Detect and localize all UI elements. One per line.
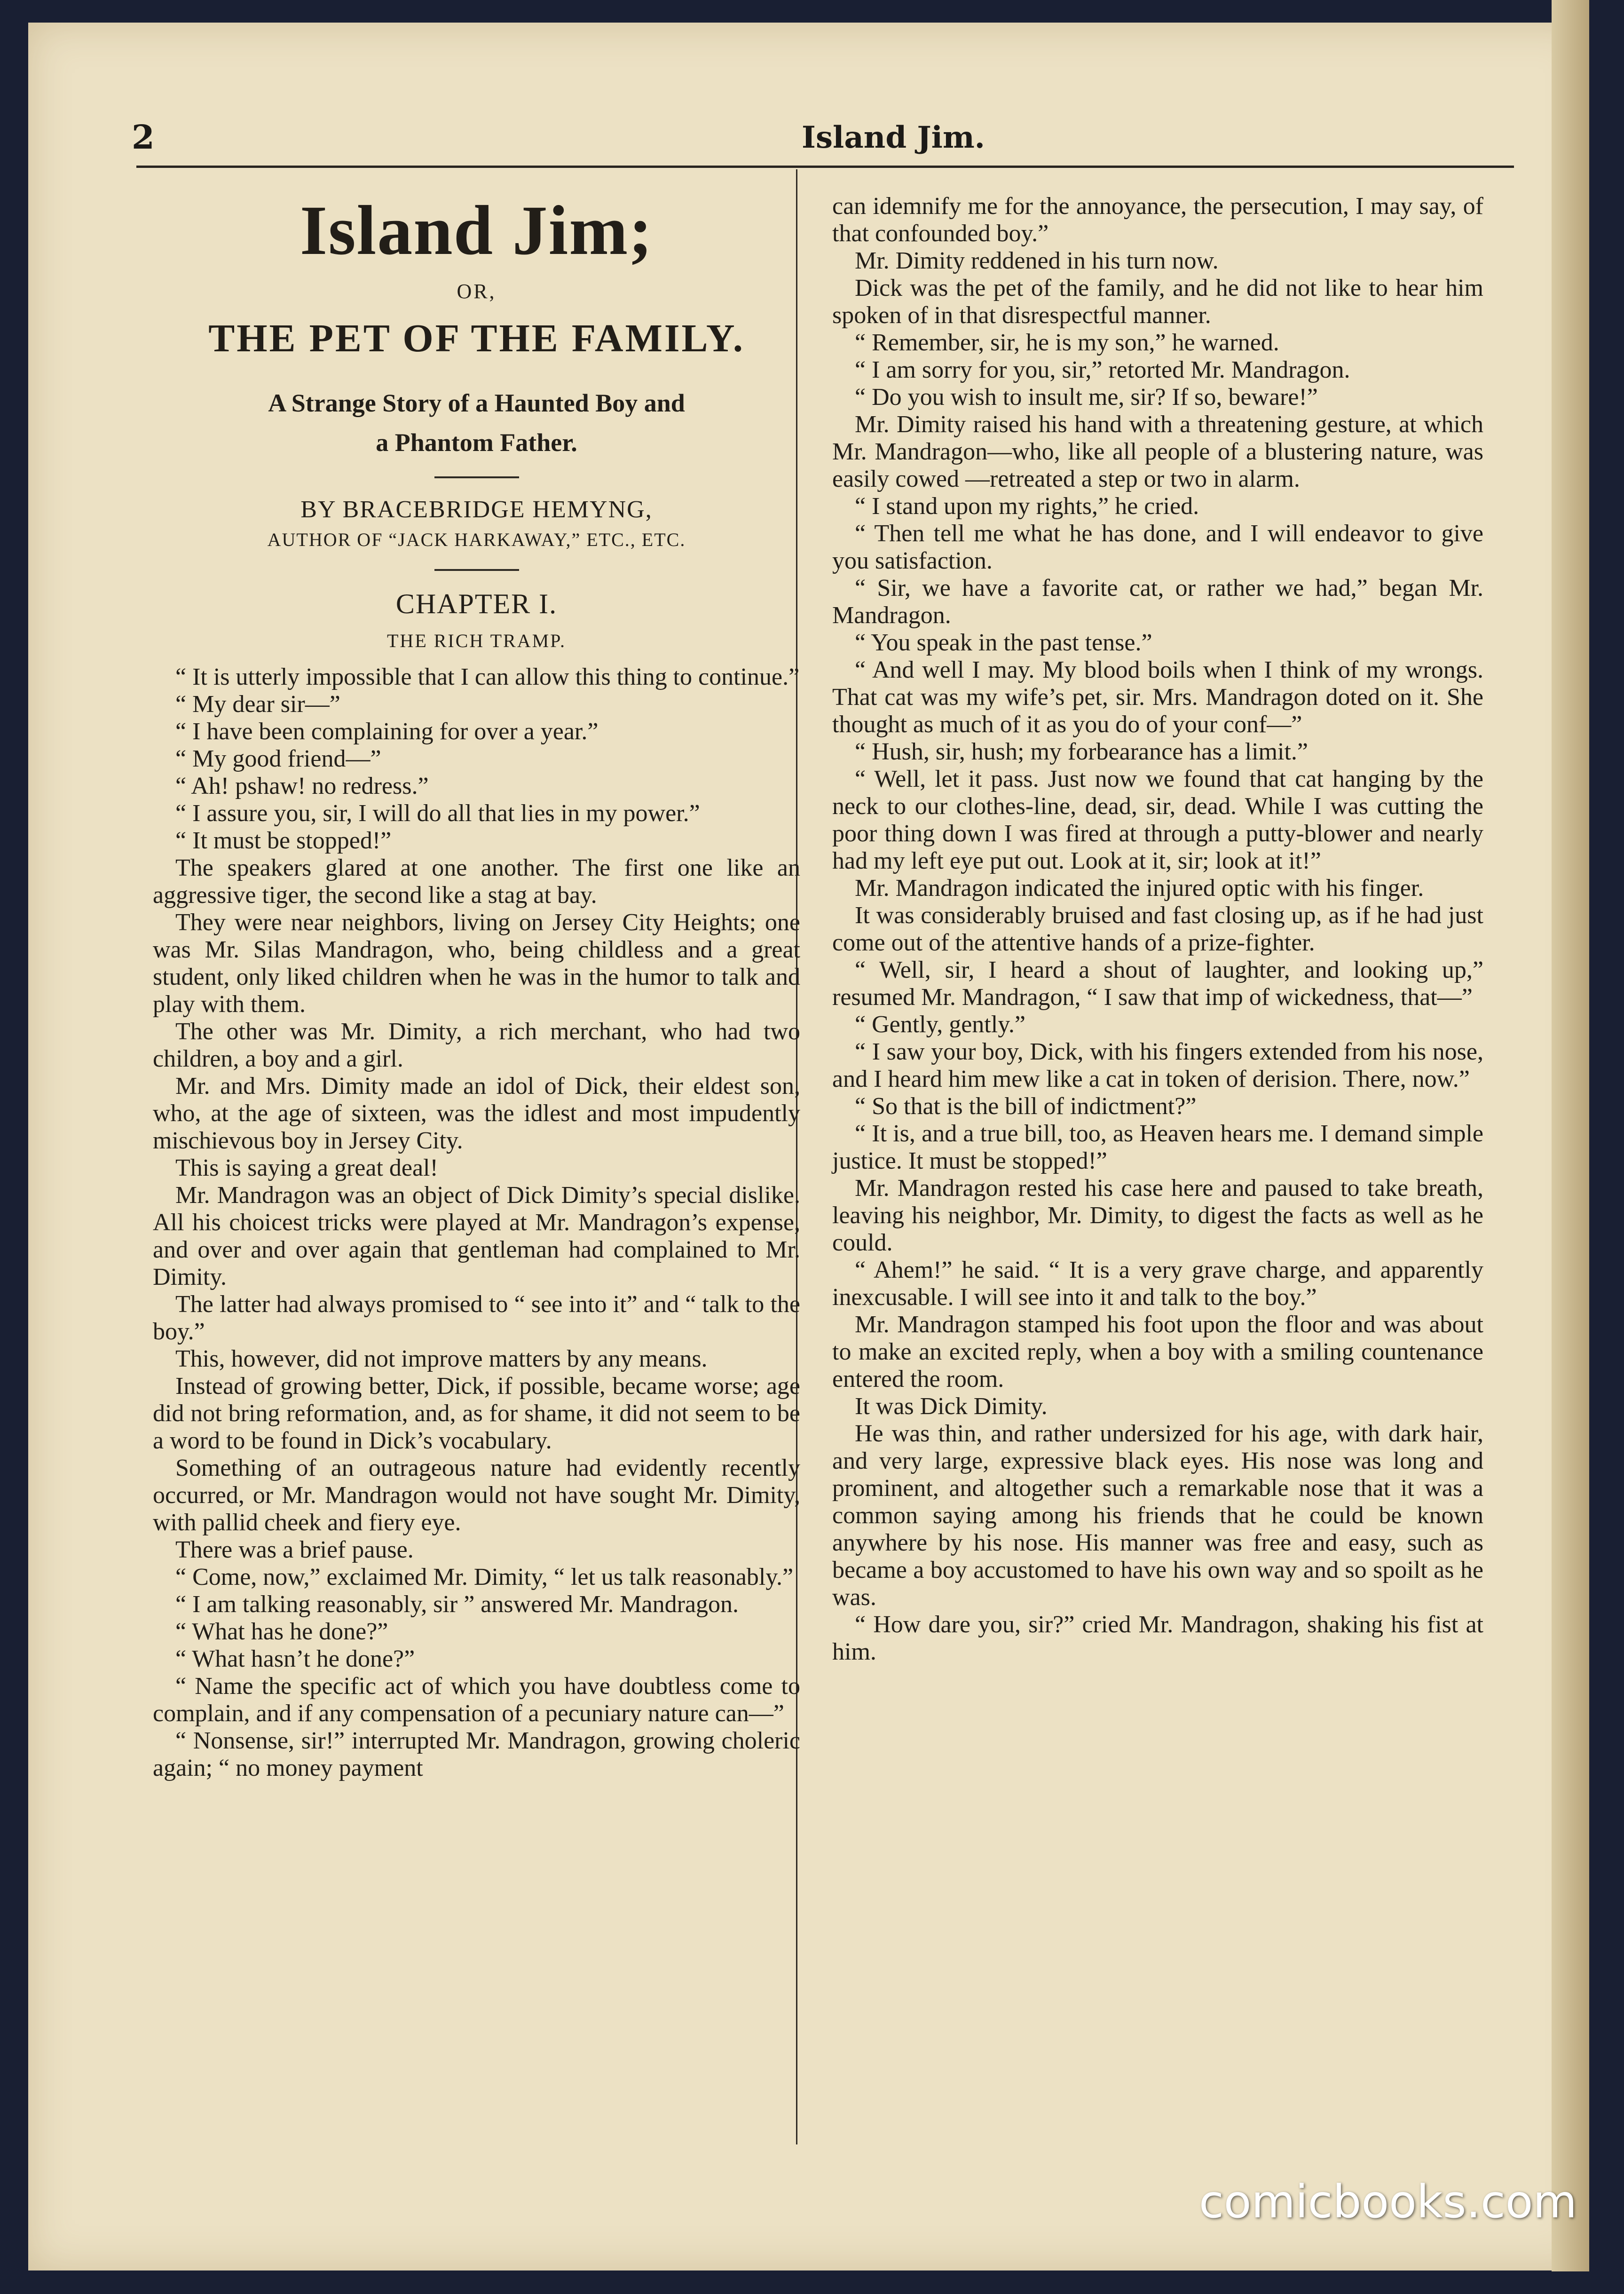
paragraph: “ I saw your boy, Dick, with his fingers extended from his nose, and I heard him mew like a cat in token of derision. There, now.” — [832, 1038, 1483, 1092]
paragraph: Mr. Mandragon was an object of Dick Dimity’s special dislike. All his choicest tricks were played at Mr. Mandragon’s expense, and over and over again that gentleman had complained to Mr. Dimity. — [153, 1182, 800, 1290]
paragraph: Instead of growing better, Dick, if possible, became worse; age did not bring reformation, and, as for shame, it did not seem to be a word to be found in Dick’s vocabulary. — [153, 1373, 800, 1454]
paragraph: “ Nonsense, sir!” interrupted Mr. Mandragon, growing choleric again; “ no money payment — [153, 1727, 800, 1781]
paragraph: This, however, did not improve matters by any means. — [175, 1345, 708, 1372]
left-column — [153, 179, 800, 1782]
header-rule — [136, 166, 1514, 168]
paragraph: “ What has he done?” — [175, 1618, 388, 1645]
paragraph: “ You speak in the past tense.” — [855, 629, 1152, 656]
chapter-title: THE RICH TRAMP. — [387, 630, 566, 651]
paragraph: “ Then tell me what he has done, and I will endeavor to give you satisfaction. — [832, 520, 1483, 574]
paragraph: “ My good friend—” — [175, 745, 381, 772]
story-title: Island Jim; — [300, 191, 654, 269]
paragraph: “ Well, sir, I heard a shout of laughter, and looking up,” resumed Mr. Mandragon, “ I saw that imp of wickedness, that—” — [832, 957, 1483, 1011]
paragraph: “ I have been complaining for over a year.” — [175, 718, 599, 745]
paragraph: Mr. Dimity reddened in his turn now. — [855, 247, 1219, 274]
paragraph: “ Remember, sir, he is my son,” he warned. — [855, 329, 1279, 356]
watermark: comicbooks.com — [1198, 2175, 1577, 2228]
story-or: OR, — [457, 280, 497, 303]
paragraph: Mr. Mandragon stamped his foot upon the floor and was about to make an excited reply, when a boy with a smiling countenance entered the room. — [832, 1311, 1483, 1392]
paragraph: “ Well, let it pass. Just now we found that cat hanging by the neck to our clothes-line, dead, sir, dead. While I was cutting the poor thing down I was fired at through a putty-blower and nearly had my left eye put out. Look at it, sir; look at it!” — [832, 766, 1483, 874]
paragraph: “ So that is the bill of indictment?” — [855, 1093, 1197, 1120]
paragraph: “ It is, and a true bill, too, as Heaven hears me. I demand simple justice. It must be stopped!” — [832, 1120, 1483, 1174]
paragraph: “ It is utterly impossible that I can allow this thing to continue.” — [175, 664, 800, 690]
paragraph: “ Ahem!” he said. “ It is a very grave charge, and apparently inexcusable. I will see into it and talk to the boy.” — [832, 1257, 1483, 1311]
story-tagline-2: a Phantom Father. — [376, 428, 577, 457]
author-note: AUTHOR OF “JACK HARKAWAY,” ETC., ETC. — [267, 529, 686, 550]
paragraph: Dick was the pet of the family, and he did not like to hear him spoken of in that disrespectful manner. — [832, 275, 1483, 329]
paragraph: There was a brief pause. — [175, 1536, 414, 1563]
continued-paragraph: can idemnify me for the annoyance, the persecution, I may say, of that confounded boy.” — [832, 193, 1483, 247]
chapter-heading: CHAPTER I. — [395, 588, 558, 619]
paragraph: “ I am talking reasonably, sir ” answered Mr. Mandragon. — [175, 1591, 739, 1618]
right-body-text — [832, 247, 1483, 1666]
paragraph: “ Sir, we have a favorite cat, or rather we had,” began Mr. Mandragon. — [832, 575, 1483, 629]
paragraph: “ What hasn’t he done?” — [175, 1645, 415, 1672]
page-spine — [1552, 0, 1589, 2271]
paragraph: “ Name the specific act of which you have doubtless come to complain, and if any compensation of a pecuniary nature can—” — [153, 1673, 800, 1727]
paragraph: Mr. Mandragon rested his case here and paused to take breath, leaving his neighbor, Mr. Dimity, to digest the facts as well as he could. — [832, 1175, 1483, 1256]
paragraph: The latter had always promised to “ see into it” and “ talk to the boy.” — [153, 1291, 800, 1345]
paragraph: Mr. Mandragon indicated the injured optic with his finger. — [855, 875, 1424, 902]
paragraph: Something of an outrageous nature had evidently recently occurred, or Mr. Mandragon would not have sought Mr. Dimity, with pallid cheek and fiery eye. — [153, 1455, 800, 1536]
paragraph: He was thin, and rather undersized for his age, with dark hair, and very large, expressive black eyes. His nose was long and prominent, and altogether such a remarkable nose that it was a common saying among his friends that he could be known anywhere by his nose. His manner was free and easy, such as became a boy accustomed to have his own way and so spoilt as he was. — [832, 1420, 1483, 1611]
paragraph: “ Gently, gently.” — [855, 1011, 1025, 1038]
story-subtitle: THE PET OF THE FAMILY. — [208, 316, 745, 360]
paragraph: It was considerably bruised and fast closing up, as if he had just come out of the attentive hands of a prize-fighter. — [832, 902, 1483, 956]
paragraph: “ It must be stopped!” — [175, 827, 392, 854]
paragraph: “ I assure you, sir, I will do all that lies in my power.” — [175, 800, 700, 827]
paragraph: “ Come, now,” exclaimed Mr. Dimity, “ let us talk reasonably.” — [175, 1564, 794, 1590]
paragraph: “ How dare you, sir?” cried Mr. Mandragon, shaking his fist at him. — [832, 1611, 1483, 1665]
paragraph: “ Hush, sir, hush; my forbearance has a limit.” — [855, 738, 1308, 765]
paragraph: It was Dick Dimity. — [855, 1393, 1048, 1420]
paragraph: “ I am sorry for you, sir,” retorted Mr. Mandragon. — [855, 356, 1350, 383]
paragraph: “ Do you wish to insult me, sir? If so, beware!” — [855, 384, 1318, 411]
paragraph: This is saying a great deal! — [175, 1155, 438, 1181]
running-title: Island Jim. — [802, 120, 985, 155]
page-number: 2 — [132, 118, 155, 157]
title-rule-2 — [434, 569, 519, 571]
title-rule-1 — [434, 476, 519, 478]
paragraph: Mr. and Mrs. Dimity made an idol of Dick, their eldest son, who, at the age of sixteen, was the idlest and most impudently mischievous boy in Jersey City. — [153, 1073, 800, 1154]
paragraph: Mr. Dimity raised his hand with a threatening gesture, at which Mr. Mandragon—who, like all people of a blustering nature, was easily cowed —retreated a step or two in alarm. — [832, 411, 1483, 492]
paragraph: “ And well I may. My blood boils when I think of my wrongs. That cat was my wife’s pet, sir. Mrs. Mandragon doted on it. She thought as much of it as you do of your conf—” — [832, 657, 1483, 738]
paragraph: The other was Mr. Dimity, a rich merchant, who had two children, a boy and a girl. — [153, 1018, 800, 1072]
paragraph: “ I stand upon my rights,” he cried. — [855, 493, 1199, 520]
right-column — [832, 193, 1483, 1666]
paragraph: “ Ah! pshaw! no redress.” — [175, 773, 429, 799]
left-body-text — [153, 664, 800, 1782]
paragraph: They were near neighbors, living on Jersey City Heights; one was Mr. Silas Mandragon, who, being childless and a great student, only liked children when he was in the humor to talk and play with them. — [153, 909, 800, 1018]
byline: BY BRACEBRIDGE HEMYNG, — [300, 496, 653, 523]
paragraph: “ My dear sir—” — [175, 691, 340, 718]
paragraph: The speakers glared at one another. The first one like an aggressive tiger, the second like a stag at bay. — [153, 854, 800, 909]
story-tagline-1: A Strange Story of a Haunted Boy and — [268, 389, 685, 417]
